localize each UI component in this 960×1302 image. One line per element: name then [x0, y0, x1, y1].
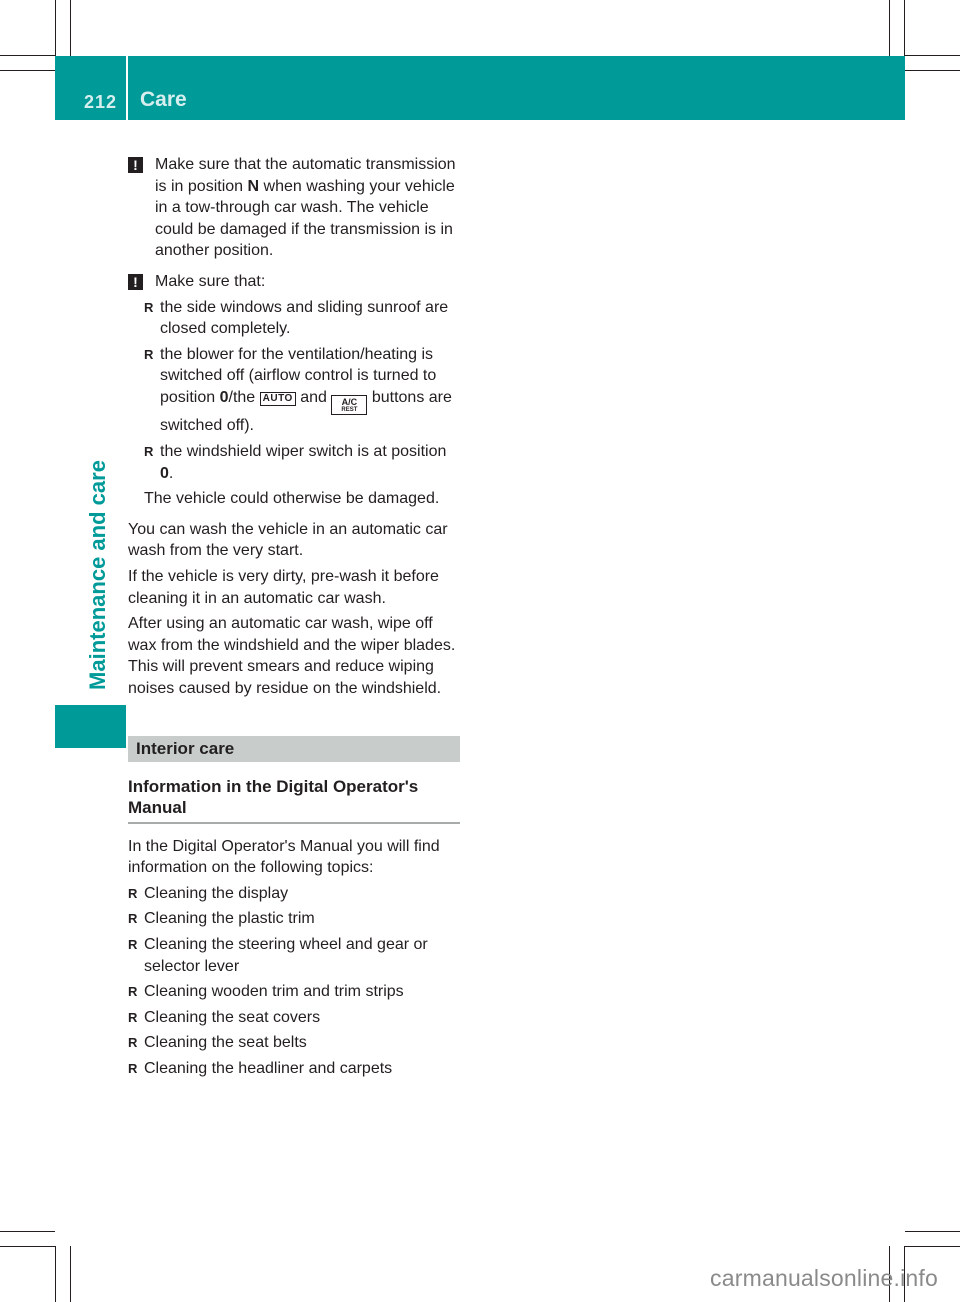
crop-mark [905, 55, 960, 56]
topics-intro: In the Digital Operator's Manual you will find information on the following topics: [128, 837, 440, 877]
crop-mark [905, 1246, 960, 1247]
crop-mark [0, 70, 55, 71]
list-item: R Cleaning the steering wheel and gear or selector lever [128, 934, 460, 977]
list-item: R Cleaning the display [128, 883, 460, 905]
auto-button-icon: AUTO [260, 392, 296, 406]
crop-mark [55, 0, 56, 56]
crop-mark [0, 1231, 55, 1232]
warning-transmission [128, 154, 460, 262]
list-item: R Cleaning the plastic trim [128, 908, 460, 930]
list-item: R Cleaning the seat covers [128, 1007, 460, 1029]
crop-mark [905, 70, 960, 71]
list-item: R Cleaning wooden trim and trim strips [128, 981, 460, 1003]
crop-mark [0, 55, 55, 56]
chapter-side-marker [55, 705, 126, 748]
list-item: R the windshield wiper switch is at position 0. [144, 441, 460, 484]
watermark: carmanualsonline.info [710, 1265, 938, 1291]
warning-icon: ! [128, 157, 143, 173]
page-number: 212 [84, 92, 118, 112]
chapter-side-label: Maintenance and care [85, 460, 110, 690]
crop-mark [0, 1246, 55, 1247]
section-title: Care [140, 88, 187, 111]
warning-checklist [144, 297, 460, 485]
ac-button-icon: A/C REST [331, 395, 367, 415]
header-divider [126, 56, 128, 120]
warning-closing: The vehicle could otherwise be damaged. [144, 490, 440, 508]
warning-text: Make sure that the automatic transmission is in position N when washing your vehicle in a tow-through car wash. The vehicle could be damaged if the transmission is in another position. [155, 156, 456, 260]
warning-car-wash-checklist [128, 271, 460, 510]
crop-mark [905, 1231, 960, 1232]
crop-mark [70, 1246, 71, 1302]
content-column [128, 154, 460, 1084]
crop-mark [70, 0, 71, 56]
paragraph: You can wash the vehicle in an automatic car wash from the very start. [128, 520, 448, 560]
crop-mark [904, 0, 905, 56]
warning-intro: Make sure that: [155, 272, 266, 290]
paragraph: After using an automatic car wash, wipe off wax from the windshield and the wiper blades. This will prevent smears and reduce wiping noises caused by residue on the windshield. [128, 615, 456, 697]
section-heading-interior-care: Interior care [128, 736, 460, 762]
list-item: R the blower for the ventilation/heating is switched off (airflow control is turned to position 0/the AUTO and A/C REST buttons are switched off). [144, 344, 460, 437]
warning-icon: ! [128, 274, 143, 290]
list-item: R Cleaning the headliner and carpets [128, 1058, 460, 1080]
list-item: R the side windows and sliding sunroof are closed completely. [144, 297, 460, 340]
crop-mark [889, 0, 890, 56]
topics-list [128, 883, 460, 1080]
paragraph: If the vehicle is very dirty, pre-wash it before cleaning it in an automatic car wash. [128, 568, 439, 607]
list-item: R Cleaning the seat belts [128, 1032, 460, 1054]
subheading-digital-manual: Information in the Digital Operator's Manual [128, 776, 460, 824]
crop-mark [55, 1246, 56, 1302]
